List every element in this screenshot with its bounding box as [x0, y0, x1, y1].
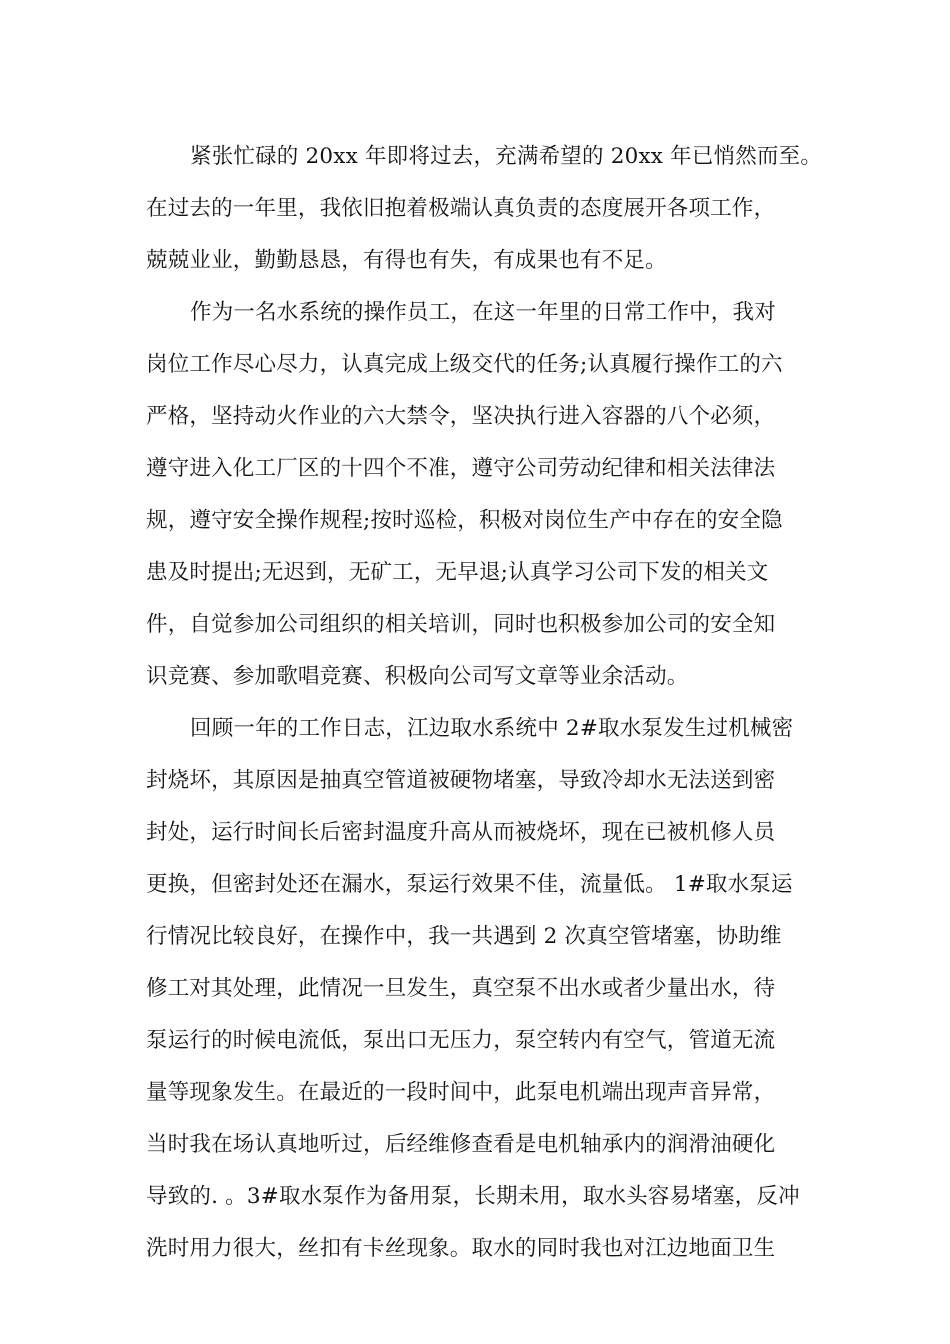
text-line: 识竞赛、参加歌唱竞赛、积极向公司写文章等业余活动。 — [146, 664, 689, 689]
text-line: 岗位工作尽心尽力，认真完成上级交代的任务;认真履行操作工的六 — [146, 352, 783, 377]
text-line: 修工对其处理，此情况一旦发生，真空泵不出水或者少量出水，待 — [146, 976, 776, 1001]
text-line: 更换，但密封处还在漏水，泵运行效果不佳，流量低。 1#取水泵运 — [146, 872, 793, 897]
paragraph-year-intro — [146, 131, 826, 287]
document-body — [146, 131, 826, 1275]
paragraph-work-log-review — [146, 703, 826, 1275]
text-line: 封烧坏，其原因是抽真空管道被硬物堵塞，导致冷却水无法送到密 — [146, 768, 776, 793]
text-line: 兢兢业业，勤勤恳恳，有得也有失，有成果也有不足。 — [146, 248, 667, 273]
text-line: 严格，坚持动火作业的六大禁令，坚决执行进入容器的八个必须， — [146, 404, 776, 429]
text-line: 件，自觉参加公司组织的相关培训，同时也积极参加公司的安全知 — [146, 612, 776, 637]
text-line: 当时我在场认真地听过，后经维修查看是电机轴承内的润滑油硬化 — [146, 1132, 776, 1157]
text-line: 导致的. 。3#取水泵作为备用泵，长期未用，取水头容易堵塞，反冲 — [146, 1184, 800, 1209]
paragraph-daily-work — [146, 287, 826, 703]
text-line: 泵运行的时候电流低，泵出口无压力，泵空转内有空气，管道无流 — [146, 1028, 776, 1053]
text-line: 紧张忙碌的 20xx 年即将过去，充满希望的 20xx 年已悄然而至。 — [190, 144, 823, 169]
text-line: 遵守进入化工厂区的十四个不准，遵守公司劳动纪律和相关法律法 — [146, 456, 776, 481]
text-line: 作为一名水系统的操作员工，在这一年里的日常工作中，我对 — [190, 300, 776, 325]
text-line: 在过去的一年里，我依旧抱着极端认真负责的态度展开各项工作， — [146, 196, 776, 221]
text-line: 规，遵守安全操作规程;按时巡检，积极对岗位生产中存在的安全隐 — [146, 508, 783, 533]
text-line: 行情况比较良好，在操作中，我一共遇到 2 次真空管堵塞，协助维 — [146, 924, 782, 949]
text-line: 洗时用力很大，丝扣有卡丝现象。取水的同时我也对江边地面卫生 — [146, 1236, 776, 1261]
text-line: 封处，运行时间长后密封温度升高从而被烧坏，现在已被机修人员 — [146, 820, 776, 845]
text-line: 量等现象发生。在最近的一段时间中，此泵电机端出现声音异常， — [146, 1080, 776, 1105]
text-line: 患及时提出;无迟到，无矿工，无早退;认真学习公司下发的相关文 — [146, 560, 769, 585]
text-line: 回顾一年的工作日志，江边取水系统中 2#取水泵发生过机械密 — [190, 716, 794, 741]
